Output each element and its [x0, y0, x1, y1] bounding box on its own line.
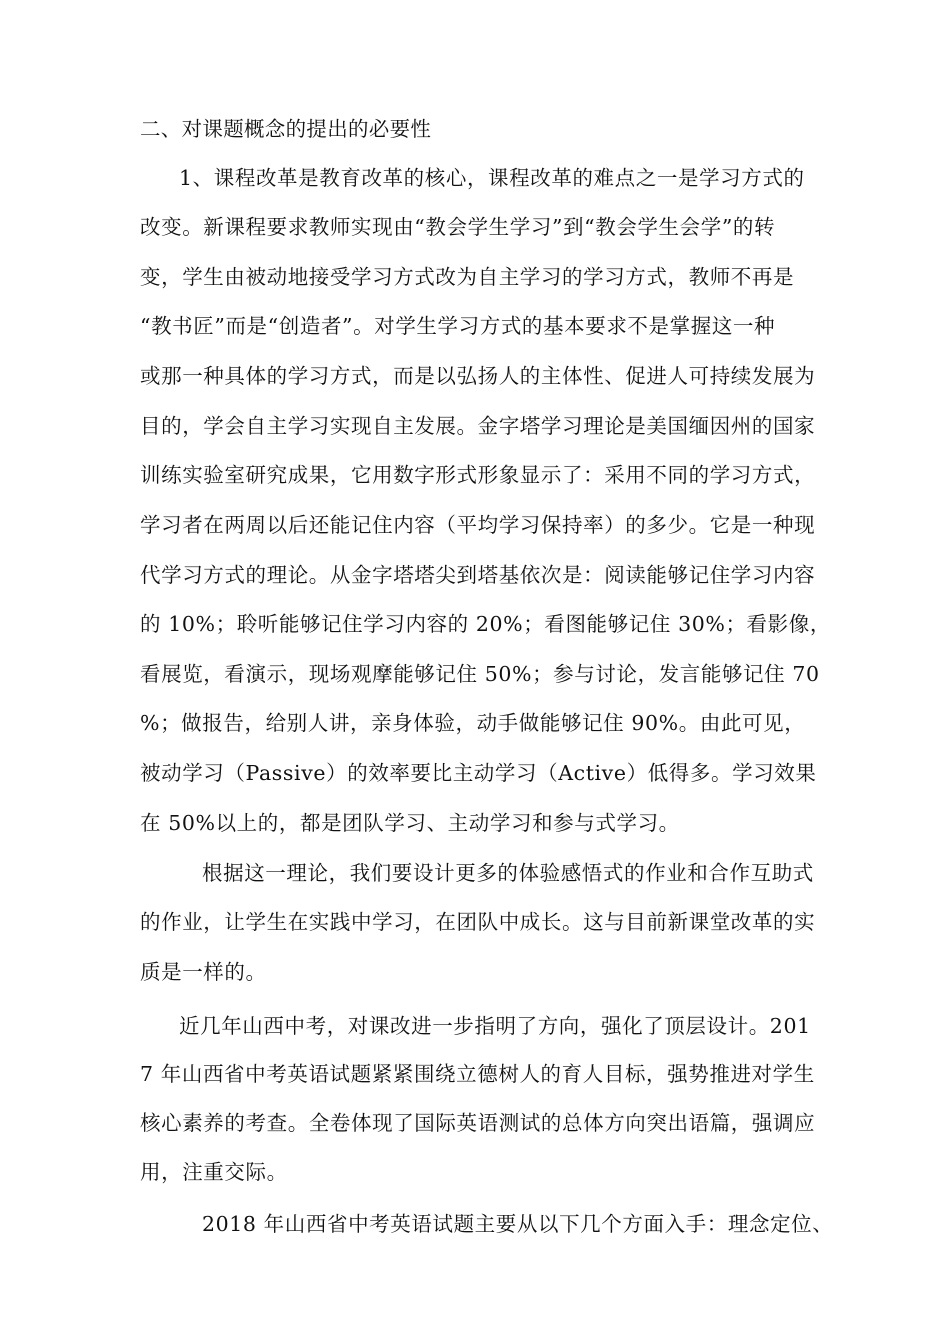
paragraph-line: 7 年山西省中考英语试题紧紧围绕立德树人的育人目标，强势推进对学生 — [140, 1062, 815, 1086]
paragraph-line: 学习者在两周以后还能记住内容（平均学习保持率）的多少。它是一种现 — [140, 513, 816, 537]
paragraph-line: 2018 年山西省中考英语试题主要从以下几个方面入手：理念定位、 — [202, 1212, 834, 1236]
paragraph-line: 变，学生由被动地接受学习方式改为自主学习的学习方式，教师不再是 — [140, 265, 795, 289]
paragraph-line: 改变。新课程要求教师实现由“教会学生学习”到“教会学生会学”的转 — [140, 215, 776, 239]
section-heading: 二、对课题概念的提出的必要性 — [140, 117, 432, 141]
paragraph-line: 近几年山西中考，对课改进一步指明了方向，强化了顶层设计。201 — [179, 1014, 811, 1038]
paragraph-line: 根据这一理论，我们要设计更多的体验感悟式的作业和合作互助式 — [202, 861, 814, 885]
paragraph-line: 质是一样的。 — [140, 960, 267, 984]
paragraph-line: “教书匠”而是“创造者”。对学生学习方式的基本要求不是掌握这一种 — [140, 314, 776, 338]
paragraph-line: 被动学习（Passive）的效率要比主动学习（Active）低得多。学习效果 — [140, 761, 817, 785]
paragraph-line: 目的，学会自主学习实现自主发展。金字塔学习理论是美国缅因州的国家 — [140, 414, 816, 438]
paragraph-line: 的作业，让学生在实践中学习，在团队中成长。这与目前新课堂改革的实 — [140, 910, 816, 934]
paragraph-line: 或那一种具体的学习方式，而是以弘扬人的主体性、促进人可持续发展为 — [140, 364, 816, 388]
paragraph-line: 在 50%以上的，都是团队学习、主动学习和参与式学习。 — [140, 811, 680, 835]
paragraph-line: 的 10%；聆听能够记住学习内容的 20%；看图能够记住 30%；看影像， — [140, 612, 831, 636]
paragraph-line: 看展览，看演示，现场观摩能够记住 50%；参与讨论，发言能够记住 70 — [140, 662, 820, 686]
paragraph-line: 核心素养的考查。全卷体现了国际英语测试的总体方向突出语篇，强调应 — [140, 1111, 816, 1135]
paragraph-line: 用，注重交际。 — [140, 1160, 288, 1184]
paragraph-line: 1、课程改革是教育改革的核心，课程改革的难点之一是学习方式的 — [179, 166, 805, 190]
paragraph-line: 训练实验室研究成果，它用数字形式形象显示了：采用不同的学习方式， — [140, 463, 816, 487]
paragraph-line: %；做报告，给别人讲，亲身体验，动手做能够记住 90%。由此可见， — [140, 711, 806, 735]
paragraph-line: 代学习方式的理论。从金字塔塔尖到塔基依次是：阅读能够记住学习内容 — [140, 563, 816, 587]
